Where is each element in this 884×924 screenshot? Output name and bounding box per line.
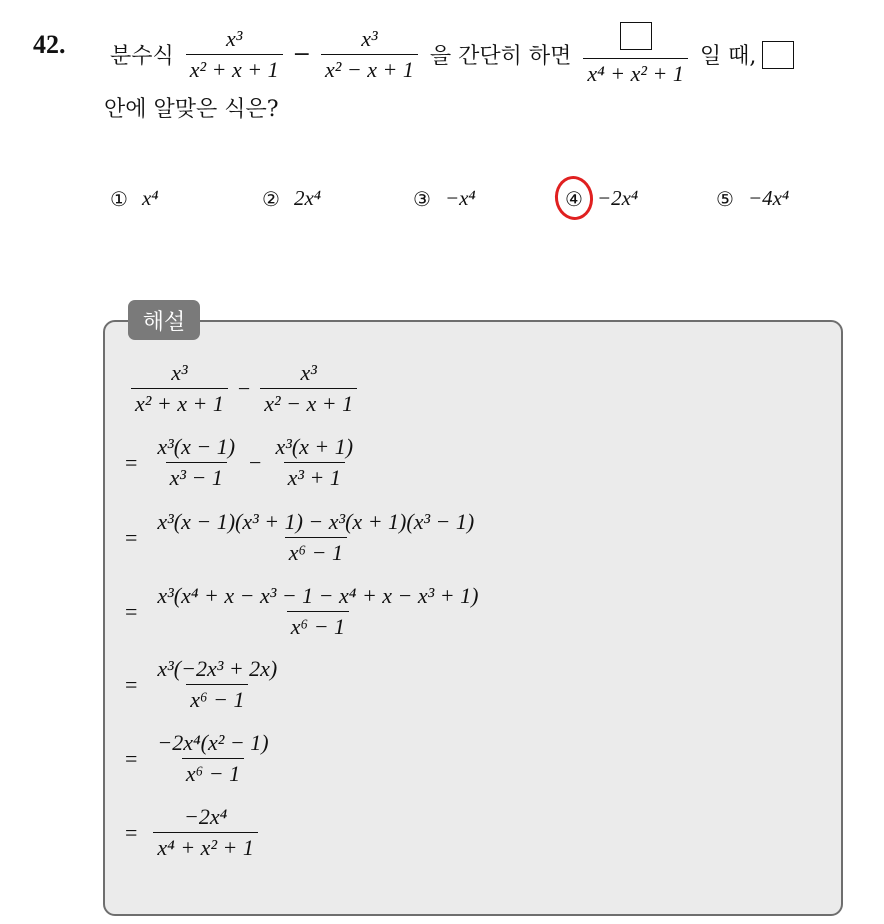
fraction-denominator: x⁴ + x² + 1 bbox=[583, 58, 687, 87]
question-tail-text: 일 때, bbox=[699, 44, 757, 69]
choice-mark: ⑤ bbox=[716, 186, 734, 211]
fraction-numerator: x³ bbox=[300, 360, 317, 385]
question-line bbox=[104, 22, 794, 87]
fraction-numerator: x³(−2x³ + 2x) bbox=[157, 656, 278, 681]
question-fraction-1 bbox=[186, 26, 283, 83]
question-mid-text: 을 간단히 하면 bbox=[429, 44, 572, 69]
fraction-denominator: x⁶ − 1 bbox=[182, 758, 244, 787]
fraction-numerator: x³ bbox=[171, 360, 188, 385]
solution-line-0 bbox=[125, 360, 363, 417]
choice-expression: −4x⁴ bbox=[747, 186, 790, 210]
equals-sign: = bbox=[125, 598, 138, 624]
fraction-denominator: x² + x + 1 bbox=[131, 388, 228, 417]
choice-expression: −2x⁴ bbox=[596, 186, 639, 210]
operator: − bbox=[237, 375, 251, 401]
question-result-fraction bbox=[583, 22, 687, 87]
fraction bbox=[153, 434, 239, 491]
equals-sign: = bbox=[125, 524, 138, 550]
fraction-denominator: x² − x + 1 bbox=[260, 388, 357, 417]
solution-step-6 bbox=[125, 804, 264, 861]
fraction-denominator: x³ + 1 bbox=[284, 462, 345, 491]
fraction-denominator: x⁶ − 1 bbox=[287, 611, 349, 640]
fraction-numerator: x³ bbox=[225, 26, 243, 51]
blank-box-icon bbox=[620, 22, 652, 50]
solution-step-4 bbox=[125, 656, 287, 713]
minus-sign: − bbox=[292, 42, 312, 67]
solution-step-5 bbox=[125, 730, 279, 787]
equals-sign: = bbox=[125, 745, 138, 771]
fraction-denominator: x³ − 1 bbox=[166, 462, 227, 491]
fraction-denominator: x² + x + 1 bbox=[186, 54, 283, 83]
solution-step-2 bbox=[125, 509, 484, 566]
question-line-2: 안에 알맞은 식은? bbox=[104, 97, 279, 122]
fraction bbox=[153, 804, 257, 861]
choice-1[interactable] bbox=[110, 186, 159, 211]
choice-5[interactable] bbox=[716, 186, 789, 211]
fraction bbox=[153, 583, 482, 640]
choice-2[interactable] bbox=[262, 186, 321, 211]
blank-box-numerator bbox=[616, 22, 656, 58]
fraction-denominator: x⁴ + x² + 1 bbox=[153, 832, 257, 861]
fraction-denominator: x⁶ − 1 bbox=[285, 537, 347, 566]
choice-expression: −x⁴ bbox=[444, 186, 476, 210]
answer-choices bbox=[0, 186, 884, 220]
fraction-numerator: x³(x − 1) bbox=[157, 434, 236, 459]
choice-mark: ① bbox=[110, 186, 128, 211]
choice-mark: ④ bbox=[565, 186, 583, 211]
fraction bbox=[153, 656, 281, 713]
solution-step-1 bbox=[125, 434, 363, 491]
choice-3[interactable] bbox=[413, 186, 476, 211]
choice-expression: 2x⁴ bbox=[293, 186, 322, 210]
fraction bbox=[271, 434, 357, 491]
choice-expression: x⁴ bbox=[141, 186, 159, 210]
operator: − bbox=[249, 449, 262, 475]
fraction bbox=[260, 360, 357, 417]
fraction-numerator: x³(x − 1)(x³ + 1) − x³(x + 1)(x³ − 1) bbox=[157, 509, 475, 534]
equals-sign: = bbox=[125, 449, 138, 475]
question-prefix: 분수식 bbox=[110, 44, 174, 69]
fraction-numerator: x³ bbox=[361, 26, 378, 51]
fraction-denominator: x⁶ − 1 bbox=[186, 684, 248, 713]
equals-sign: = bbox=[125, 819, 138, 845]
solution-step-3 bbox=[125, 583, 488, 640]
fraction bbox=[153, 730, 272, 787]
choice-mark: ③ bbox=[413, 186, 431, 211]
fraction-numerator: −2x⁴ bbox=[184, 804, 228, 829]
question-fraction-2 bbox=[321, 26, 418, 83]
fraction bbox=[131, 360, 228, 417]
fraction bbox=[153, 509, 478, 566]
fraction-numerator: x³(x⁴ + x − x³ − 1 − x⁴ + x − x³ + 1) bbox=[157, 583, 479, 608]
fraction-numerator: −2x⁴(x² − 1) bbox=[157, 730, 269, 755]
choice-mark: ② bbox=[262, 186, 280, 211]
blank-box-icon bbox=[762, 41, 794, 69]
solution-tab-label: 해설 bbox=[128, 300, 200, 340]
fraction-numerator: x³(x + 1) bbox=[275, 434, 354, 459]
equals-sign: = bbox=[125, 671, 138, 697]
question-number: 42. bbox=[33, 30, 66, 59]
fraction-denominator: x² − x + 1 bbox=[321, 54, 418, 83]
